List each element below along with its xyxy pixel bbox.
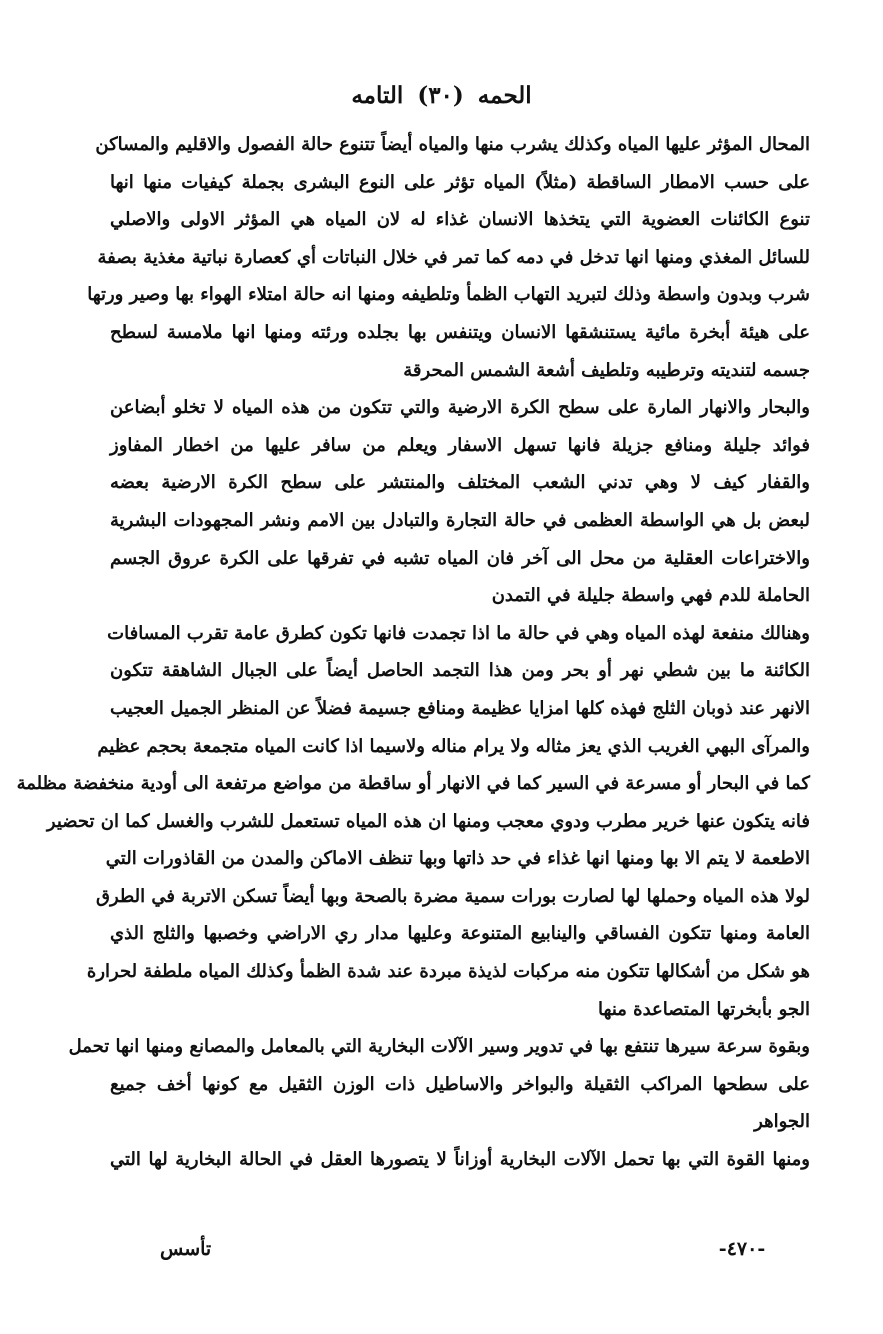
- text-line: وهنالك منفعة لهذه المياه وهي في حالة ما اذا تجمدت فانها تكون كطرق عامة تقرب المسافات: [107, 622, 810, 644]
- text-body: [16, 126, 810, 1179]
- text-line: تنوع الكائنات العضوية التي يتخذها الانسان غذاء له لان المياه هي المؤثر الاولى والاصلي: [110, 209, 810, 231]
- text-line: جسمه لتنديته وترطيبه وتلطيف أشعة الشمس المحرقة: [403, 359, 810, 381]
- page-number: -٤٧٠-: [718, 1238, 766, 1260]
- text-line: هو شكل من أشكالها تتكون منه مركبات لذيذة مبردة عند شدة الظمأ وكذلك المياه ملطفة لحرارة: [86, 961, 810, 983]
- text-line: فوائد جليلة ومنافع جزيلة فانها تسهل الاسفار ويعلم من سافر عليها من اخطار المفاوز: [110, 434, 810, 456]
- text-line: الكائنة ما بين شطي نهر أو بحر ومن هذا التجمد الحاصل أيضاً على الجبال الشاهقة تتكون: [110, 660, 810, 682]
- text-line: والمرآى البهي الغريب الذي يعز مثاله ولا يرام مناله ولاسيما اذا كانت المياه متجمعة بحجم عظيم: [97, 735, 810, 757]
- text-line: ومنها القوة التي بها تحمل الآلات البخارية أوزاناً لا يتصورها العقل في الحالة البخارية لها التي: [110, 1149, 810, 1171]
- text-line: المحال المؤثر عليها المياه وكذلك يشرب منها والمياه أيضاً تتنوع حالة الفصول والاقليم والمساكن: [95, 134, 810, 155]
- text-line: كما في البحار أو مسرعة في السير كما في الانهار أو ساقطة من مواضع مرتفعة الى أودية منخفضة مظلمة: [16, 773, 810, 795]
- text-line: على هيئة أبخرة مائية يستنشقها الانسان ويتنفس بها بجلده ورئته ومنها انها ملامسة لسطح: [110, 321, 810, 343]
- text-line: على حسب الامطار الساقطة (مثلاً) المياه تؤثر على النوع البشرى بجملة كيفيات منها انها: [110, 171, 810, 193]
- text-line: الجواهر: [754, 1111, 810, 1133]
- text-line: للسائل المغذي ومنها انها تدخل في دمه كما تمر في خلال النباتات أي كعصارة نباتية مغذية بصفة: [97, 246, 810, 268]
- page-header: الحمه (٣٠) التامه: [351, 82, 532, 109]
- text-line: والبحار والانهار المارة على سطح الكرة الارضية والتي تتكون من هذه المياه لا تخلو أبضاعن: [110, 397, 810, 419]
- text-line: والقفار كيف لا وهي تدني الشعب المختلف والمنتشر على سطح الكرة الارضية بعضه: [110, 472, 810, 494]
- text-line: الانهر عند ذوبان الثلج فهذه كلها امزايا عظيمة ومنافع جسيمة فضلاً عن المنظر الجميل العجيب: [110, 697, 810, 719]
- text-line: على سطحها المراكب الثقيلة والبواخر والاساطيل ذات الوزن الثقيل مع كونها أخف جميع: [110, 1073, 810, 1095]
- text-line: العامة ومنها تتكون الفساقي والينابيع المتنوعة وعليها مدار ري الاراضي وخصبها والثلج الذي: [110, 923, 810, 945]
- text-line: وبقوة سرعة سيرها تنتفع بها في تدوير وسير الآلات البخارية التي بالمعامل والمصانع ومنها انها تحمل: [68, 1036, 810, 1058]
- text-line: لولا هذه المياه وحملها لها لصارت بورات سمية مضرة بالصحة وبها أيضاً تسكن الاتربة في الطرق: [95, 885, 810, 907]
- text-line: والاختراعات العقلية من محل الى آخر فان المياه تشبه في تفرقها على الكرة عروق الجسم: [110, 547, 810, 569]
- text-line: الجو بأبخرتها المتصاعدة منها: [598, 998, 810, 1020]
- text-line: الحاملة للدم فهي واسطة جليلة في التمدن: [491, 585, 810, 607]
- text-line: الاطعمة لا يتم الا بها ومنها انها غذاء في حد ذاتها وبها تنظف الاماكن والمدن من القاذورات التي: [105, 848, 810, 870]
- text-line: شرب وبدون واسطة وذلك لتبريد التهاب الظمأ وتلطيفه ومنها انه حالة امتلاء الهواء بها وصير ورتها: [87, 284, 810, 306]
- catchword: تأسس: [160, 1238, 212, 1260]
- text-line: لبعض بل هي الواسطة العظمى في حالة التجارة والتبادل بين الامم ونشر المجهودات البشرية: [110, 509, 810, 531]
- text-line: فانه يتكون عنها خرير مطرب ودوي معجب ومنها ان هذه المياه تستعمل للشرب والغسل كما ان تحضير: [46, 810, 810, 832]
